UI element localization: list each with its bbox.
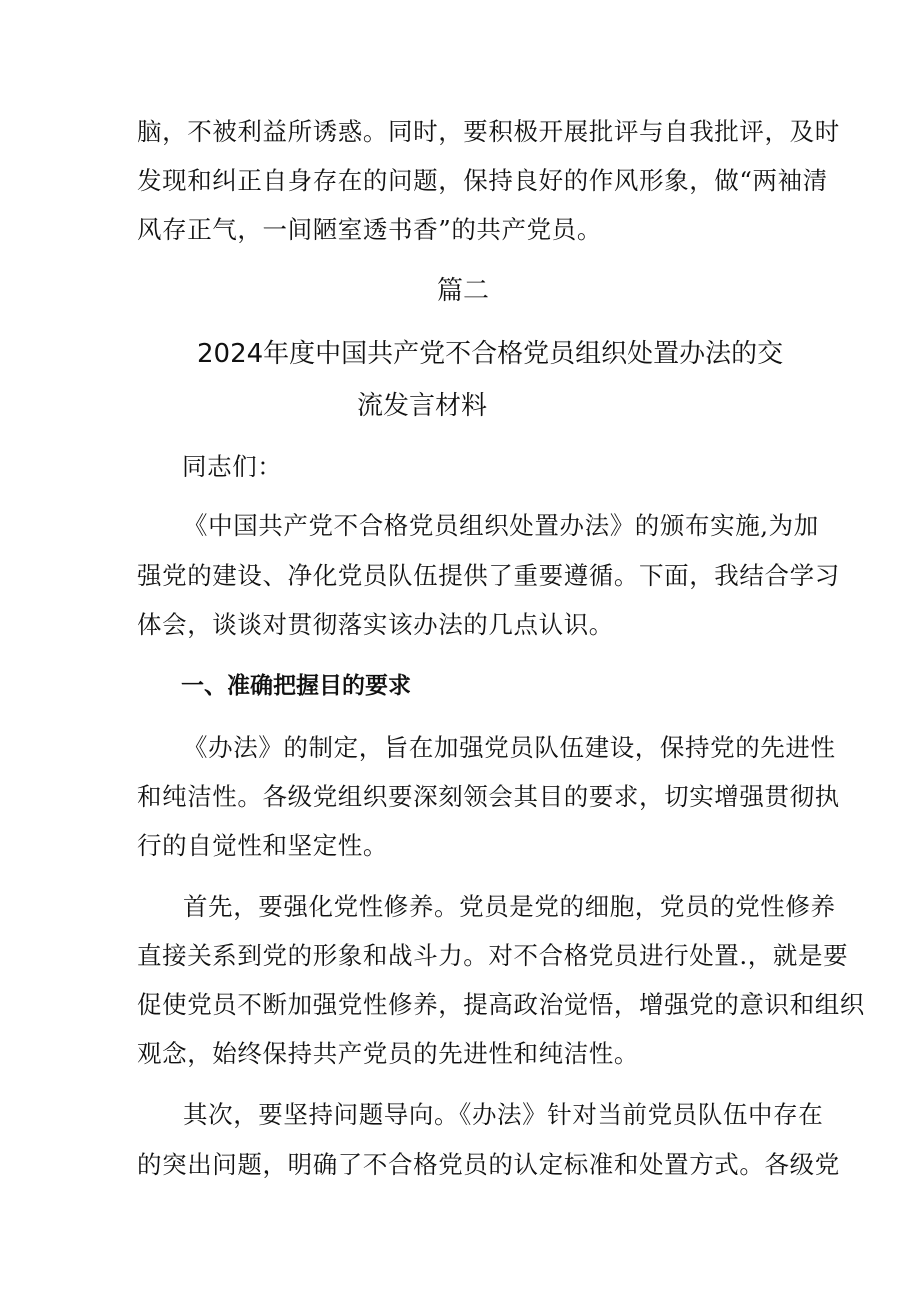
paragraph-2-line-2: 直接关系到党的形象和战斗力。对不合格党员进行处置.，就是要 [137,941,849,970]
paragraph-1-line-3: 行的自觉性和坚定性。 [137,831,388,860]
document-title-line-2: 流发言材料 [357,391,488,421]
section-heading-1: 一、准确把握目的要求 [181,673,411,699]
intro-line-2: 发现和纠正自身存在的问题，保持良好的作风形象，做“两袖清 [137,166,828,195]
opening-line-2: 强党的建设、净化党员队伍提供了重要遵循。下面，我结合学习 [137,561,840,590]
intro-line-1: 脑，不被利益所诱惑。同时，要积极开展批评与自我批评，及时 [137,117,840,146]
opening-line-1: 《中国共产党不合格党员组织处置办法》的颁布实施,为加 [183,511,819,540]
salutation: 同志们： [182,452,283,481]
paragraph-2-line-1: 首先，要强化党性修养。党员是党的细胞，党员的党性修养 [183,892,836,921]
paragraph-2-line-3: 促使党员不断加强党性修养，提高政治觉悟，增强党的意识和组织 [137,990,865,1019]
paragraph-1-line-2: 和纯洁性。各级党组织要深刻领会其目的要求，切实增强贯彻执 [137,782,840,811]
intro-line-3: 风存正气，一间陋室透书香”的共产党员。 [137,215,602,244]
section-label: 篇二 [437,276,490,306]
paragraph-3-line-2: 的突出问题，明确了不合格党员的认定标准和处置方式。各级党 [137,1150,840,1179]
opening-line-3: 体会，谈谈对贯彻落实该办法的几点认识。 [137,610,614,639]
paragraph-2-line-4: 观念，始终保持共产党员的先进性和纯洁性。 [137,1039,639,1068]
paragraph-1-line-1: 《办法》的制定，旨在加强党员队伍建设，保持党的先进性 [183,733,836,762]
paragraph-3-line-1: 其次，要坚持问题导向。《办法》针对当前党员队伍中存在 [183,1100,824,1129]
document-title-line-1: 2024年度中国共产党不合格党员组织处置办法的交 [197,339,784,369]
